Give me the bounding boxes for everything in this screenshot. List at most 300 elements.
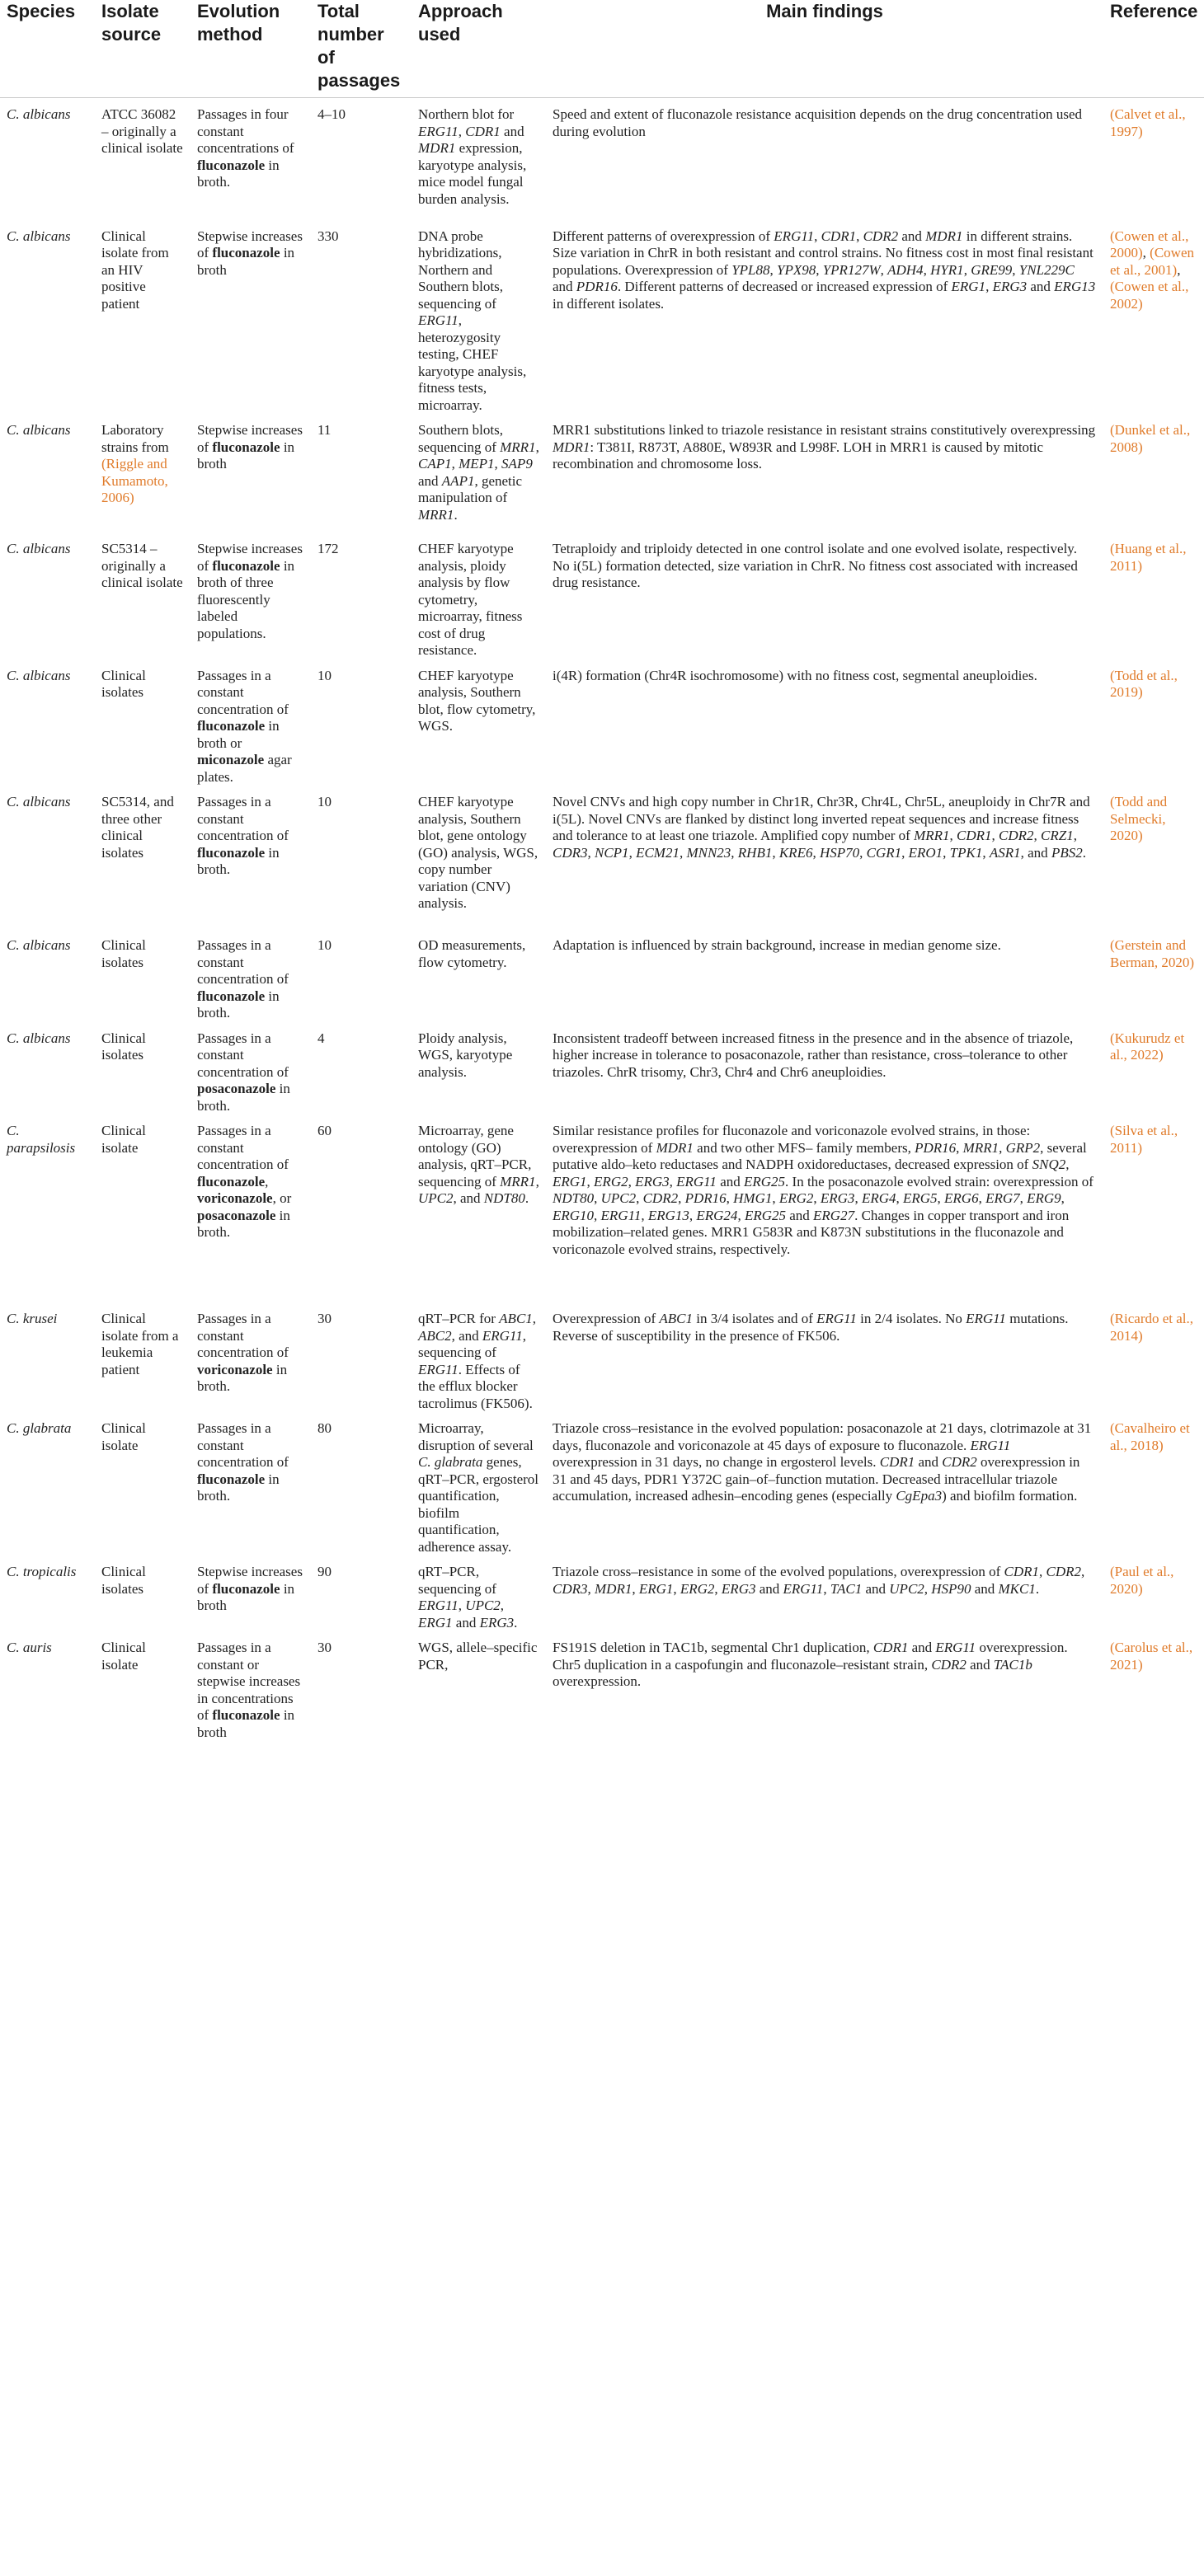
reference-cell (1103, 786, 1204, 929)
header-row (0, 0, 1204, 98)
method-text-segment: fluconazole (212, 439, 280, 455)
findings-text-segment: PBS2 (1051, 844, 1083, 861)
reference-text-segment[interactable]: (Calvet et al., 1997) (1110, 106, 1186, 139)
species-name: C. albicans (7, 541, 71, 556)
method-text-segment: fluconazole (197, 988, 266, 1004)
findings-text-segment: PDR16 (576, 279, 618, 294)
approach-text-segment: . Effects of the efflux blocker tacrolimus (FK506). (418, 1361, 533, 1411)
findings-text-segment: ERG7 (985, 1190, 1020, 1206)
method-text-segment: fluconazole (197, 844, 266, 861)
approach-text-segment: Microarray, disruption of several (418, 1420, 534, 1453)
reference-cell (1103, 1631, 1204, 1747)
species-cell (0, 1114, 95, 1302)
table-row (0, 659, 1204, 786)
findings-text-segment: , (978, 1190, 986, 1206)
species-name: C. albicans (7, 422, 71, 438)
evolution-method-cell (190, 1302, 311, 1412)
table-row (0, 1114, 1204, 1302)
findings-text-segment: Tetraploidy and triploidy detected in one control isolate and one evolved isolate, respectively. No i(5L) formation detected, size variation in ChrR. No fitness cost associated with increased drug resistance. (553, 541, 1078, 590)
passages-cell: 80 (317, 1420, 332, 1436)
findings-text-segment: , (594, 1190, 601, 1206)
approach-text-segment: CDR1 (465, 123, 501, 139)
findings-text-segment: NDT80 (553, 1190, 595, 1206)
table-row (0, 786, 1204, 929)
reference-cell (1103, 1555, 1204, 1631)
findings-text-segment: and (785, 1207, 814, 1223)
reference-text-segment[interactable]: (Cavalheiro et al., 2018) (1110, 1420, 1190, 1453)
species-cell (0, 659, 95, 786)
passages-cell: 172 (317, 541, 339, 556)
reference-text-segment[interactable]: (Ricardo et al., 2014) (1110, 1311, 1194, 1344)
method-text-segment: fluconazole (197, 1173, 266, 1189)
findings-text-segment: CDR1 (957, 828, 992, 843)
isolate-text-segment: Clinical isolate (101, 1420, 146, 1453)
approach-text-segment: MDR1 (418, 140, 456, 156)
approach-text-segment: CHEF karyotype analysis, Southern blot, flow cytometry, WGS. (418, 667, 536, 734)
findings-text-segment: , (1012, 261, 1019, 278)
header-reference: Reference (1110, 1, 1198, 21)
approach-text-segment: Ploidy analysis, WGS, karyotype analysis. (418, 1030, 513, 1080)
findings-text-segment: Similar resistance profiles for fluconazole and voriconazole evolved strains, in those: overexpression of (553, 1123, 1031, 1156)
findings-cell (546, 1114, 1103, 1302)
findings-text-segment: ERG6 (944, 1190, 979, 1206)
findings-text-segment: CDR1 (821, 228, 857, 244)
reference-text-segment[interactable]: (Paul et al., 2020) (1110, 1564, 1174, 1597)
findings-text-segment: ERG1 (951, 279, 986, 294)
findings-text-segment: ERG11 (970, 1437, 1011, 1453)
reference-text-segment[interactable]: (Carolus et al., 2021) (1110, 1640, 1193, 1673)
findings-text-segment: CDR3 (553, 1580, 588, 1597)
header-approach-used: Approach used (418, 1, 503, 45)
approach-cell (412, 220, 546, 415)
species-cell (0, 1555, 95, 1631)
findings-text-segment: , (678, 1190, 685, 1206)
method-text-segment: in broth. (197, 1081, 290, 1114)
findings-text-segment: UPC2 (889, 1580, 924, 1597)
findings-text-segment: MNN23 (686, 844, 731, 861)
approach-text-segment: , heterozygosity testing, CHEF karyotype analysis, fitness tests, microarray. (418, 312, 527, 413)
header-main-findings: Main findings (766, 1, 883, 21)
findings-text-segment: in different strains. Size variation in ChrR in both resistant and control strains. No fitness cost in most final resistant populations. Overexpression of (553, 228, 1093, 278)
table-row (0, 1022, 1204, 1115)
method-text-segment: in broth. (197, 988, 280, 1021)
evolution-method-cell (190, 533, 311, 659)
findings-text-segment: GRP2 (1005, 1139, 1041, 1156)
isolate-source-cell (95, 98, 190, 220)
findings-text-segment: NCP1 (595, 844, 629, 861)
findings-text-segment: ERG4 (861, 1190, 896, 1206)
species-name: C. albicans (7, 1030, 71, 1046)
approach-text-segment: SAP9 (501, 456, 533, 472)
method-text-segment: in broth (197, 1580, 295, 1613)
species-name: C. tropicalis (7, 1564, 77, 1579)
species-cell (0, 1412, 95, 1555)
passages-cell: 11 (317, 422, 332, 438)
findings-cell (546, 786, 1103, 929)
isolate-text-segment: Clinical isolates (101, 937, 146, 970)
findings-text-segment: ERG9 (1027, 1190, 1061, 1206)
isolate-text-segment: Clinical isolate (101, 1123, 146, 1156)
findings-text-segment: ERG11 (600, 1207, 642, 1223)
isolate-source-cell (95, 533, 190, 659)
findings-text-segment: , several putative aldo–keto reductases and NADPH oxidoreductases, decreased expression of (553, 1139, 1087, 1172)
findings-text-segment: and (971, 1580, 999, 1597)
isolate-source-cell (95, 1022, 190, 1115)
findings-text-segment: , (636, 1190, 643, 1206)
reference-cell (1103, 1302, 1204, 1412)
table-row (0, 1631, 1204, 1747)
approach-cell (412, 659, 546, 786)
findings-text-segment: ERG11 (774, 228, 815, 244)
findings-text-segment: , (731, 844, 738, 861)
findings-text-segment: overexpression in 31 days, no change in ergosterol levels. (553, 1454, 880, 1470)
findings-text-segment: HSP90 (931, 1580, 971, 1597)
evolution-method-cell (190, 659, 311, 786)
findings-text-segment: ERG24 (696, 1207, 738, 1223)
findings-text-segment: , (587, 1580, 595, 1597)
findings-text-segment: and (1027, 279, 1055, 294)
findings-text-segment: ERG11 (783, 1580, 824, 1597)
approach-cell (412, 1631, 546, 1747)
method-text-segment: Passages in a constant concentration of (197, 1123, 289, 1172)
method-text-segment: Stepwise increases of (197, 228, 303, 260)
findings-text-segment: CgEpa3 (896, 1488, 943, 1504)
findings-text-segment: , (812, 844, 820, 861)
findings-text-segment: Triazole cross–resistance in the evolved population: posaconazole at 21 days, clotrimazole at 31 days, fluconazole and voriconazole at 45 days of exposure to fluconazole. (553, 1420, 1092, 1453)
findings-text-segment: i(4R) formation (Chr4R isochromosome) with no fitness cost, segmental aneuploidies. (553, 667, 1037, 683)
findings-text-segment: , (587, 844, 595, 861)
approach-text-segment: ERG1 (418, 1614, 453, 1631)
findings-text-segment: , (924, 1580, 932, 1597)
findings-text-segment: Triazole cross–resistance in some of the evolved populations, overexpression of (553, 1564, 1004, 1579)
findings-text-segment: CDR2 (931, 1656, 966, 1673)
reference-text-segment[interactable]: (Kukurudz et al., 2022) (1110, 1030, 1185, 1063)
method-text-segment: fluconazole (212, 1580, 280, 1597)
findings-text-segment: and (915, 1454, 943, 1470)
findings-text-segment: overexpression in 31 and 45 days, PDR1 Y372C gain–of–function mutation. Decreased intracellular triazole accumulation, increased adhesin–encoding genes (especially (553, 1454, 1080, 1504)
findings-text-segment: , (937, 1190, 945, 1206)
reference-text-segment[interactable]: (Cowen et al., 2000) (1110, 228, 1189, 260)
findings-text-segment: , (963, 261, 971, 278)
findings-text-segment: ERG11 (966, 1311, 1006, 1326)
findings-text-segment: PDR16 (684, 1190, 727, 1206)
findings-text-segment: ERG25 (743, 1173, 786, 1189)
approach-text-segment: UPC2 (418, 1190, 454, 1206)
species-cell (0, 1631, 95, 1747)
findings-text-segment: TAC1b (993, 1656, 1032, 1673)
reference-cell (1103, 1022, 1204, 1115)
approach-text-segment: and (500, 123, 524, 139)
approach-cell (412, 1555, 546, 1631)
findings-text-segment: . (1035, 1580, 1040, 1597)
approach-text-segment: , sequencing of (418, 1327, 526, 1360)
evolution-method-cell (190, 1022, 311, 1115)
method-text-segment: Passages in a constant concentration of (197, 1311, 289, 1360)
approach-text-segment: CHEF karyotype analysis, Southern blot, gene ontology (GO) analysis, WGS, copy number variation (CNV) analysis. (418, 794, 539, 911)
findings-text-segment: CDR1 (879, 1454, 915, 1470)
approach-text-segment: ERG11 (418, 1361, 459, 1377)
approach-text-segment: Microarray, gene ontology (GO) analysis, qRT–PCR, sequencing of (418, 1123, 532, 1189)
findings-text-segment: , (628, 1173, 636, 1189)
table-row (0, 98, 1204, 220)
findings-text-segment: and (862, 1580, 890, 1597)
findings-text-segment: PDR16 (915, 1139, 957, 1156)
findings-text-segment: , (772, 844, 779, 861)
findings-text-segment: , (1033, 828, 1042, 843)
method-text-segment: in broth. (197, 157, 280, 190)
method-text-segment: Stepwise increases of (197, 422, 303, 455)
findings-text-segment: , (923, 261, 931, 278)
findings-text-segment: ADH4 (887, 261, 924, 278)
approach-text-segment: , (532, 1311, 537, 1326)
method-text-segment: fluconazole (197, 157, 266, 173)
findings-text-segment: KRE6 (778, 844, 813, 861)
findings-text-segment: , (594, 1207, 601, 1223)
method-text-segment: fluconazole (212, 557, 280, 574)
approach-text-segment: ERG11 (482, 1327, 523, 1344)
species-name: C. albicans (7, 667, 71, 683)
findings-text-segment: , (673, 1580, 680, 1597)
findings-text-segment: , (1039, 1564, 1046, 1579)
approach-text-segment: , (494, 456, 502, 472)
species-name: C. auris (7, 1640, 52, 1655)
approach-text-segment: expression, karyotype analysis, mice model fungal burden analysis. (418, 140, 527, 207)
method-text-segment: Stepwise increases of (197, 541, 303, 574)
findings-text-segment: ECM21 (636, 844, 680, 861)
findings-text-segment: , (943, 844, 950, 861)
method-text-segment: , (265, 1173, 269, 1189)
findings-text-segment: , (814, 228, 821, 244)
findings-text-segment: CDR1 (1004, 1564, 1039, 1579)
approach-text-segment: NDT80 (483, 1190, 525, 1206)
method-text-segment: , or (272, 1190, 292, 1206)
approach-text-segment: . (514, 1614, 518, 1631)
passages-cell: 10 (317, 667, 332, 683)
species-cell (0, 929, 95, 1022)
species-name: C. albicans (7, 937, 71, 953)
findings-text-segment: , (714, 1580, 722, 1597)
findings-text-segment: Adaptation is influenced by strain background, increase in median genome size. (553, 937, 1001, 953)
approach-text-segment: , genetic manipulation of (418, 472, 523, 505)
findings-text-segment: MRR1 (914, 828, 950, 843)
findings-text-segment: ERG3 (992, 279, 1028, 294)
findings-text-segment: HYR1 (930, 261, 964, 278)
findings-text-segment: , (880, 261, 888, 278)
species-cell (0, 1022, 95, 1115)
method-text-segment: Passages in a constant concentration of (197, 1420, 289, 1470)
findings-text-segment: YPX98 (776, 261, 816, 278)
approach-text-segment: , (458, 1598, 466, 1613)
findings-text-segment: , (999, 1139, 1006, 1156)
approach-text-segment: , (458, 123, 466, 139)
findings-text-segment: , (689, 1207, 697, 1223)
approach-text-segment: MRR1 (418, 506, 454, 523)
approach-cell (412, 533, 546, 659)
isolate-source-cell (95, 1555, 190, 1631)
findings-text-segment: and (908, 1640, 936, 1655)
findings-text-segment: ERG1 (553, 1173, 587, 1189)
findings-text-segment: . (1082, 844, 1086, 861)
method-text-segment: in broth. (197, 844, 280, 877)
isolate-source-cell (95, 414, 190, 533)
table-row (0, 1555, 1204, 1631)
findings-text-segment: : T381I, R873T, A880E, W893R and L998F. LOH in MRR1 is caused by mitotic recombination and chromosome loss. (553, 439, 1044, 472)
findings-text-segment: , (823, 1580, 830, 1597)
findings-text-segment: UPC2 (600, 1190, 637, 1206)
findings-text-segment: Inconsistent tradeoff between increased fitness in the presence and in the absence of triazole, higher increase in tolerance to posaconazole, rather than resistance, cross–tolerance to other triazoles. ChrR trisomy, Chr3, Chr4 and Chr6 aneuploidies. (553, 1030, 1074, 1080)
species-cell (0, 533, 95, 659)
findings-text-segment: ERG3 (820, 1190, 855, 1206)
method-text-segment: voriconazole (197, 1361, 273, 1377)
findings-text-segment: , (632, 1580, 639, 1597)
method-text-segment: Stepwise increases of (197, 1564, 303, 1597)
passages-cell: 30 (317, 1640, 332, 1655)
passages-cell: 4 (317, 1030, 325, 1046)
findings-text-segment: CGR1 (866, 844, 902, 861)
findings-text-segment: YNL229C (1018, 261, 1075, 278)
findings-text-segment: HSP70 (819, 844, 860, 861)
findings-text-segment: , (896, 1190, 903, 1206)
method-text-segment: posaconazole (197, 1081, 276, 1096)
method-text-segment: in broth (197, 439, 295, 472)
findings-text-segment: , (1065, 1157, 1070, 1172)
reference-text-segment[interactable]: (Silva et al., 2011) (1110, 1123, 1178, 1156)
table-row (0, 220, 1204, 415)
reference-text-segment[interactable]: (Gerstein and Berman, 2020) (1110, 937, 1194, 970)
method-text-segment: miconazole (197, 752, 265, 767)
findings-text-segment: , (641, 1207, 648, 1223)
findings-text-segment: Overexpression of (553, 1311, 660, 1326)
isolate-text-segment: Laboratory strains from (101, 422, 169, 455)
isolate-text-segment: Clinical isolates (101, 667, 146, 700)
method-text-segment: Passages in a constant or stepwise increases in concentrations of (197, 1640, 301, 1723)
isolate-source-cell (95, 1412, 190, 1555)
evolution-method-cell (190, 220, 311, 415)
isolate-text-segment: Clinical isolates (101, 1564, 146, 1597)
findings-text-segment: ERG3 (721, 1580, 756, 1597)
approach-text-segment: , (451, 456, 459, 472)
approach-text-segment: ERG11 (418, 123, 459, 139)
findings-text-segment: ERG13 (647, 1207, 689, 1223)
header-species: Species (7, 1, 76, 21)
findings-text-segment: , (991, 828, 999, 843)
approach-text-segment: OD measurements, flow cytometry. (418, 937, 526, 970)
method-text-segment: in broth or (197, 718, 280, 751)
reference-text-segment[interactable]: (Dunkel et al., 2008) (1110, 422, 1191, 455)
approach-text-segment: C. glabrata (418, 1454, 483, 1470)
findings-text-segment: ERG11 (676, 1173, 717, 1189)
reference-text-segment[interactable]: (Todd and Selmecki, 2020) (1110, 794, 1168, 843)
findings-text-segment: in 2/4 isolates. No (856, 1311, 966, 1326)
table-row (0, 1412, 1204, 1555)
reference-text-segment[interactable]: (Todd et al., 2019) (1110, 667, 1178, 700)
reference-cell (1103, 414, 1204, 533)
method-text-segment: Passages in a constant concentration of (197, 937, 289, 987)
findings-text-segment: and (553, 279, 576, 294)
findings-text-segment: CDR2 (863, 228, 899, 244)
findings-text-segment: , (813, 1190, 821, 1206)
findings-text-segment: , (949, 828, 957, 843)
isolate-source-cell (95, 1114, 190, 1302)
approach-text-segment: ABC2 (418, 1327, 452, 1344)
findings-text-segment: , (816, 261, 823, 278)
isolate-source-cell (95, 786, 190, 929)
reference-text-segment[interactable]: (Cowen et al., 2001) (1110, 245, 1194, 278)
approach-text-segment: UPC2 (465, 1598, 501, 1613)
findings-cell (546, 414, 1103, 533)
isolate-text-segment: Clinical isolates (101, 1030, 146, 1063)
approach-text-segment: ERG11 (418, 1598, 459, 1613)
findings-text-segment: MDR1 (925, 228, 963, 244)
approach-text-segment: , and (451, 1327, 482, 1344)
approach-text-segment: DNA probe hybridizations, Northern and Southern blots, sequencing of (418, 228, 503, 312)
reference-cell (1103, 1114, 1204, 1302)
findings-text-segment: , and (1020, 844, 1051, 861)
species-cell (0, 1302, 95, 1412)
evolution-method-cell (190, 1631, 311, 1747)
passages-cell: 10 (317, 794, 332, 809)
species-name: C. albicans (7, 106, 71, 122)
approach-text-segment: MEP1 (459, 456, 495, 472)
findings-text-segment: TPK1 (949, 844, 983, 861)
isolate-text-segment[interactable]: (Riggle and Kumamoto, 2006) (101, 456, 168, 505)
findings-text-segment: ERG2 (594, 1173, 628, 1189)
findings-text-segment: ERG3 (635, 1173, 670, 1189)
passages-cell: 10 (317, 937, 332, 953)
findings-text-segment: overexpression. Chr5 duplication in a caspofungin and fluconazole–resistant strain, (553, 1640, 1068, 1673)
findings-text-segment: Different patterns of overexpression of (553, 228, 774, 244)
method-text-segment: Passages in a constant concentration of (197, 1030, 289, 1080)
findings-text-segment: HMG1 (733, 1190, 773, 1206)
approach-text-segment: CAP1 (418, 456, 452, 472)
evolution-method-cell (190, 929, 311, 1022)
findings-text-segment: , (628, 844, 637, 861)
findings-text-segment: Speed and extent of fluconazole resistance acquisition depends on the drug concentration used during evolution (553, 106, 1083, 139)
species-cell (0, 220, 95, 415)
findings-text-segment: ERG25 (744, 1207, 786, 1223)
approach-cell (412, 1022, 546, 1115)
method-text-segment: fluconazole (197, 1471, 266, 1487)
findings-text-segment: MRR1 substitutions linked to triazole resistance in resistant strains constitutively overexpressing (553, 422, 1096, 438)
findings-cell (546, 929, 1103, 1022)
method-text-segment: Passages in a constant concentration of (197, 667, 289, 717)
reference-text-segment[interactable]: (Huang et al., 2011) (1110, 541, 1187, 574)
evolution-method-cell (190, 414, 311, 533)
approach-cell (412, 414, 546, 533)
passages-cell: 90 (317, 1564, 332, 1579)
findings-text-segment: and (755, 1580, 783, 1597)
approach-text-segment: ERG3 (479, 1614, 515, 1631)
findings-text-segment: CDR2 (999, 828, 1034, 843)
method-text-segment: fluconazole (197, 718, 266, 734)
findings-text-segment: YPL88 (731, 261, 770, 278)
findings-text-segment: and two other MFS– family members, (693, 1139, 915, 1156)
reference-cell (1103, 98, 1204, 220)
reference-text-segment[interactable]: (Cowen et al., 2002) (1110, 279, 1189, 312)
approach-text-segment: genes, qRT–PCR, ergosterol quantification, biofilm quantification, adherence assay. (418, 1454, 539, 1555)
method-text-segment: fluconazole (212, 245, 280, 260)
findings-text-segment: CRZ1 (1041, 828, 1074, 843)
table-row (0, 533, 1204, 659)
approach-cell (412, 1412, 546, 1555)
method-text-segment: Passages in a constant concentration of (197, 794, 289, 843)
isolate-source-cell (95, 659, 190, 786)
findings-text-segment: mutations. Reverse of susceptibility in the presence of FK506. (553, 1311, 1069, 1344)
table-row (0, 1302, 1204, 1412)
method-text-segment: posaconazole (197, 1207, 276, 1223)
reference-text-segment: , (1142, 245, 1150, 260)
findings-text-segment: and (898, 228, 926, 244)
